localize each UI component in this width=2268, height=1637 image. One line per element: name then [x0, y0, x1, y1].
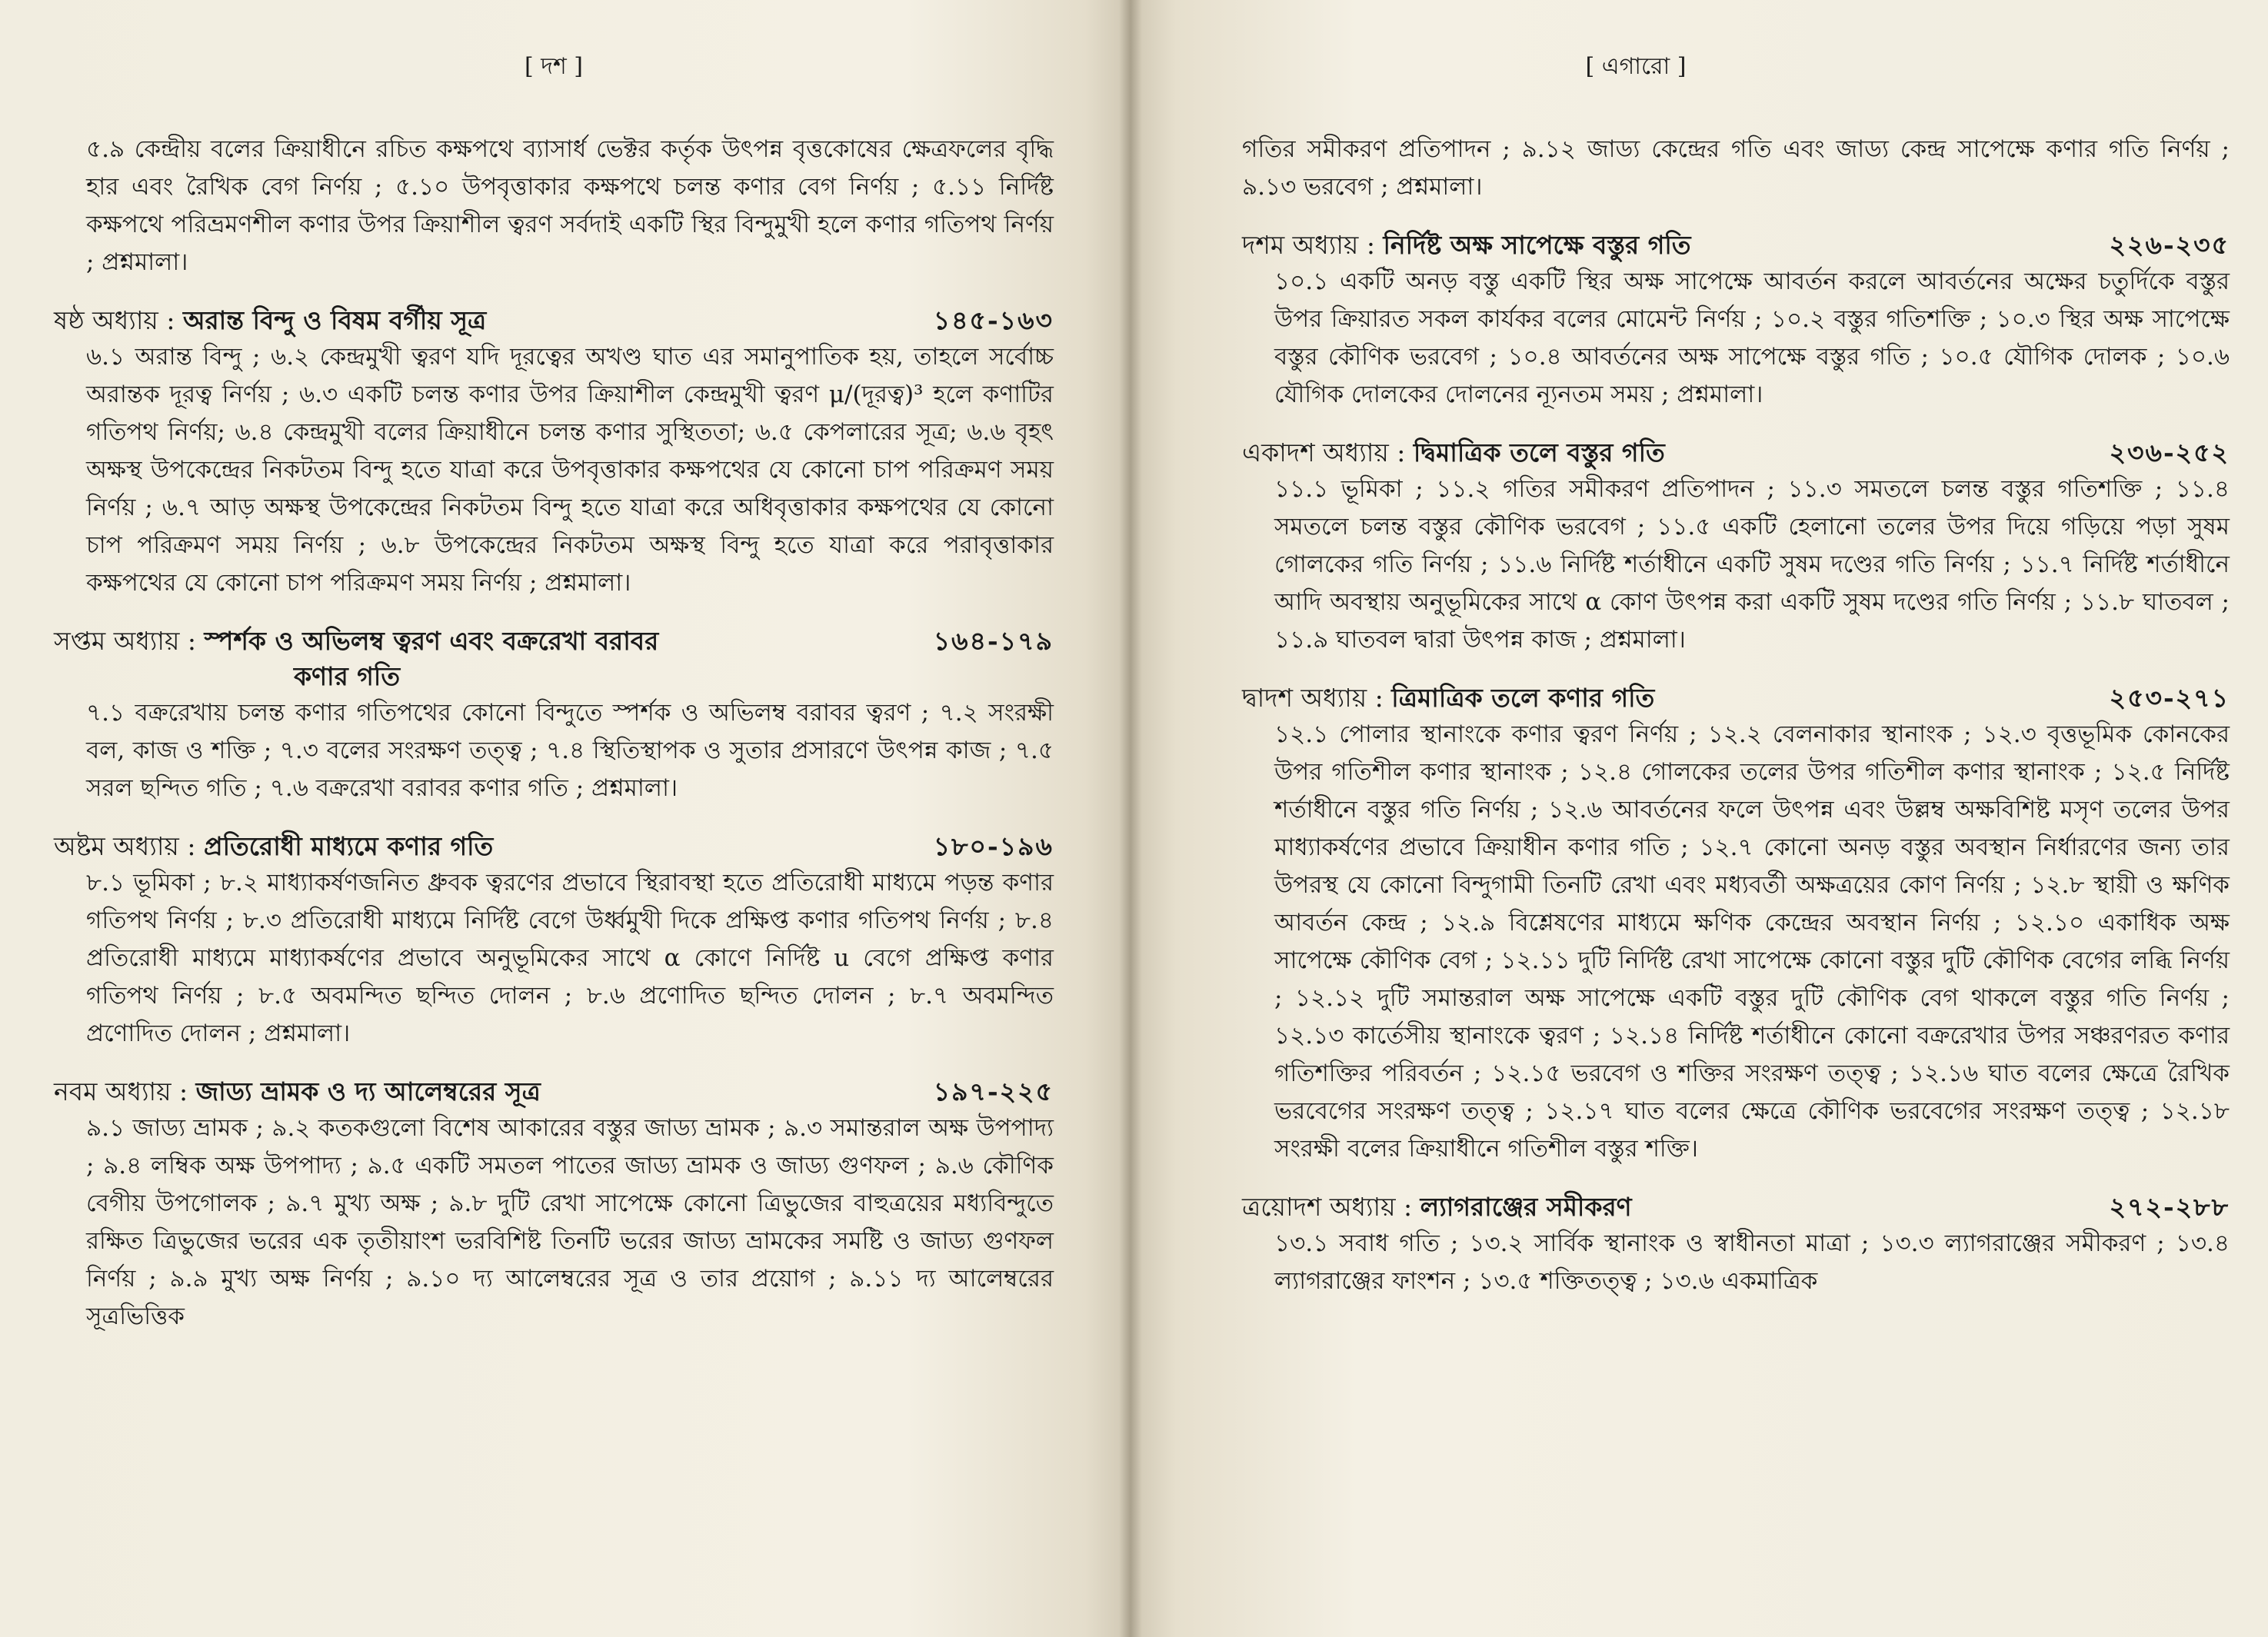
chapter-contents: ৫.৯ কেন্দ্রীয় বলের ক্রিয়াধীনে রচিত কক্ষপথে ব্যাসার্ধ ভেক্টর কর্তৃক উৎপন্ন বৃত্তকোষের ক্ষেত্রফলের বৃদ্ধি হার এবং রৈখিক বেগ নির্ণয় ; ৫.১০ উপবৃত্তাকার কক্ষপথে চলন্ত কণার বেগ নির্ণয় ; ৫.১১ নির্দিষ্ট কক্ষপথে পরিভ্রমণশীল কণার উপর ক্রিয়াশীল ত্বরণ সর্বদাই একটি স্থির বিন্দুমুখী হলে কণার গতিপথ নির্ণয় ; প্রশ্নমালা।	[86, 135, 1054, 276]
chapter-heading	[1242, 228, 2230, 263]
chapter-contents: ৮.১ ভূমিকা ; ৮.২ মাধ্যাকর্ষণজনিত ধ্রুবক ত্বরণের প্রভাবে স্থিরাবস্থা হতে প্রতিরোধী মাধ্যমে পড়ন্ত কণার গতিপথ নির্ণয় ; ৮.৩ প্রতিরোধী মাধ্যমে নির্দিষ্ট বেগে উর্ধ্বমুখী দিকে প্রক্ষিপ্ত কণার গতিপথ নির্ণয় ; ৮.৪ প্রতিরোধী মাধ্যমে মাধ্যাকর্ষণের প্রভাবে অনুভূমিকের সাথে α কোণে নির্দিষ্ট u বেগে প্রক্ষিপ্ত কণার গতিপথ নির্ণয় ; ৮.৫ অবমন্দিত ছন্দিত দোলন ; ৮.৬ প্রণোদিত ছন্দিত দোলন ; ৮.৭ অবমন্দিত প্রণোদিত দোলন ; প্রশ্নমালা।	[86, 869, 1054, 1047]
chapter-heading	[1242, 1189, 2230, 1225]
chapter-title: ত্রিমাত্রিক তলে কণার গতি	[1391, 683, 1655, 713]
chapter-6	[54, 303, 1054, 602]
chapter-label: নবম অধ্যায় :	[54, 1076, 188, 1106]
chapter-page-range: ১৮০-১৯৬	[933, 831, 1054, 861]
chapter-heading	[1242, 680, 2230, 716]
chapter-contents: ৬.১ অরান্ত বিন্দু ; ৬.২ কেন্দ্রমুখী ত্বরণ যদি দূরত্বের অখণ্ড ঘাত এর সমানুপাতিক হয়, তাহলে সর্বোচ্চ অরান্তক দূরত্ব নির্ণয় ; ৬.৩ একটি চলন্ত কণার উপর ক্রিয়াশীল কেন্দ্রমুখী ত্বরণ μ/(দূরত্ব)³ হলে কণাটির গতিপথ নির্ণয়; ৬.৪ কেন্দ্রমুখী বলের ক্রিয়াধীনে চলন্ত কণার সুস্থিততা; ৬.৫ কেপলারের সূত্র; ৬.৬ বৃহৎ অক্ষস্থ উপকেন্দ্রের নিকটতম বিন্দু হতে যাত্রা করে উপবৃত্তাকার কক্ষপথের যে কোনো চাপ পরিক্রমণ সময় নির্ণয় ; ৬.৭ আড় অক্ষস্থ উপকেন্দ্রের নিকটতম বিন্দু হতে যাত্রা করে অধিবৃত্তাকার কক্ষপথের যে কোনো চাপ পরিক্রমণ সময় নির্ণয় ; ৬.৮ উপকেন্দ্রের নিকটতম অক্ষস্থ বিন্দু হতে যাত্রা করে পরাবৃত্তাকার কক্ষপথের যে কোনো চাপ পরিক্রমণ সময় নির্ণয় ; প্রশ্নমালা।	[86, 343, 1054, 597]
chapter-title: দ্বিমাত্রিক তলে বস্তুর গতি	[1413, 438, 1665, 467]
page-number: [ এগারো ]	[1585, 53, 1687, 80]
chapter-11	[1242, 435, 2230, 659]
chapter-contents: ৯.১ জাড্য ভ্রামক ; ৯.২ কতকগুলো বিশেষ আকারের বস্তুর জাড্য ভ্রামক ; ৯.৩ সমান্তরাল অক্ষ উপপাদ্য ; ৯.৪ লম্বিক অক্ষ উপপাদ্য ; ৯.৫ একটি সমতল পাতের জাড্য ভ্রামক ও জাড্য গুণফল ; ৯.৬ কৌণিক বেগীয় উপগোলক ; ৯.৭ মুখ্য অক্ষ ; ৯.৮ দুটি রেখা সাপেক্ষে কোনো ত্রিভুজের বাহুত্রয়ের মধ্যবিন্দুতে রক্ষিত ত্রিভুজের ভরের এক তৃতীয়াংশ ভরবিশিষ্ট তিনটি ভরের জাড্য ভ্রামকের সমষ্টি ও জাড্য গুণফল নির্ণয় ; ৯.৯ মুখ্য অক্ষ নির্ণয় ; ৯.১০ দ্য আলেম্বরের সূত্র ও তার প্রয়োগ ; ৯.১১ দ্য আলেম্বরের সূত্রভিত্তিক	[86, 1114, 1054, 1330]
chapter-heading	[54, 624, 1054, 659]
chapter-continuation	[1242, 131, 2230, 206]
chapter-contents: ৭.১ বক্ররেখায় চলন্ত কণার গতিপথের কোনো বিন্দুতে স্পর্শক ও অভিলম্ব বরাবর ত্বরণ ; ৭.২ সংরক্ষী বল, কাজ ও শক্তি ; ৭.৩ বলের সংরক্ষণ তত্ত্ব ; ৭.৪ স্থিতিস্থাপক ও সুতার প্রসারণে উৎপন্ন কাজ ; ৭.৫ সরল ছন্দিত গতি ; ৭.৬ বক্ররেখা বরাবর কণার গতি ; প্রশ্নমালা।	[86, 699, 1054, 802]
chapter-contents: ১৩.১ সবাধ গতি ; ১৩.২ সার্বিক স্থানাংক ও স্বাধীনতা মাত্রা ; ১৩.৩ ল্যাগরাঞ্জের সমীকরণ ; ১৩.৪ ল্যাগরাঞ্জের ফাংশন ; ১৩.৫ শক্তিতত্ত্ব ; ১৩.৬ একমাত্রিক	[1274, 1229, 2230, 1295]
chapter-label: একাদশ অধ্যায় :	[1242, 438, 1406, 467]
chapter-contents: গতির সমীকরণ প্রতিপাদন ; ৯.১২ জাড্য কেন্দ্রের গতি এবং জাড্য কেন্দ্র সাপেক্ষে কণার গতি নির্ণয় ; ৯.১৩ ভরবেগ ; প্রশ্নমালা।	[1242, 135, 2230, 201]
chapter-9	[54, 1074, 1054, 1336]
chapter-continuation	[54, 131, 1054, 281]
chapter-label: ত্রয়োদশ অধ্যায় :	[1242, 1192, 1413, 1222]
chapter-title: নির্দিষ্ট অক্ষ সাপেক্ষে বস্তুর গতি	[1383, 230, 1691, 260]
chapter-contents: ১১.১ ভূমিকা ; ১১.২ গতির সমীকরণ প্রতিপাদন ; ১১.৩ সমতলে চলন্ত বস্তুর গতিশক্তি ; ১১.৪ সমতলে চলন্ত বস্তুর কৌণিক ভরবেগ ; ১১.৫ একটি হেলানো তলের উপর দিয়ে গড়িয়ে পড়া সুষম গোলকের গতি নির্ণয় ; ১১.৬ নির্দিষ্ট শর্তাধীনে একটি সুষম দণ্ডের গতি নির্ণয় ; ১১.৭ নির্দিষ্ট শর্তাধীনে আদি অবস্থায় অনুভূমিকের সাথে α কোণ উৎপন্ন করা একটি সুষম দণ্ডের গতি নির্ণয় ; ১১.৮ ঘাতবল ; ১১.৯ ঘাতবল দ্বারা উৎপন্ন কাজ ; প্রশ্নমালা।	[1274, 475, 2230, 654]
chapter-page-range: ২৫৩-২৭১	[2109, 683, 2230, 713]
chapter-page-range: ১৬৪-১৭৯	[933, 626, 1054, 656]
chapter-contents: ১২.১ পোলার স্থানাংকে কণার ত্বরণ নির্ণয় ; ১২.২ বেলনাকার স্থানাংক ; ১২.৩ বৃত্তভূমিক কোনকের উপর গতিশীল কণার স্থানাংক ; ১২.৪ গোলকের তলের উপর গতিশীল কণার স্থানাংক ; ১২.৫ নির্দিষ্ট শর্তাধীনে বস্তুর গতি নির্ণয় ; ১২.৬ আবর্তনের ফলে উৎপন্ন এবং উল্লম্ব অক্ষবিশিষ্ট মসৃণ তলের উপর মাধ্যাকর্ষণের প্রভাবে ক্রিয়াধীন কণার গতি ; ১২.৭ কোনো অনড় বস্তুর অবস্থান নির্ধারণের জন্য তার উপরস্থ যে কোনো বিন্দুগামী তিনটি রেখা এবং মধ্যবর্তী অক্ষত্রয়ের কোণ নির্ণয় ; ১২.৮ স্থায়ী ও ক্ষণিক আবর্তন কেন্দ্র ; ১২.৯ বিশ্লেষণের মাধ্যমে ক্ষণিক কেন্দ্রের অবস্থান নির্ণয় ; ১২.১০ একাধিক অক্ষ সাপেক্ষে কৌণিক বেগ ; ১২.১১ দুটি নির্দিষ্ট রেখা সাপেক্ষে কোনো বস্তুর দুটি কৌণিক বেগের লব্ধি নির্ণয় ; ১২.১২ দুটি সমান্তরাল অক্ষ সাপেক্ষে একটি বস্তুর দুটি কৌণিক বেগ থাকলে বস্তুর গতি নির্ণয় ; ১২.১৩ কার্তেসীয় স্থানাংকে ত্বরণ ; ১২.১৪ নির্দিষ্ট শর্তাধীনে কোনো বক্ররেখার উপর সঞ্চরণরত কণার গতিশক্তির পরিবর্তন ; ১২.১৫ ভরবেগ ও শক্তির সংরক্ষণ তত্ত্ব ; ১২.১৬ ঘাত বলের ক্ষেত্রে রৈখিক ভরবেগের সংরক্ষণ তত্ত্ব ; ১২.১৭ ঘাত বলের ক্ষেত্রে কৌণিক ভরবেগের সংরক্ষণ তত্ত্ব ; ১২.১৮ সংরক্ষী বলের ক্রিয়াধীনে গতিশীল বস্তুর শক্তি।	[1274, 720, 2230, 1163]
page-number: [ দশ ]	[525, 53, 583, 80]
chapter-page-range: ১৪৫-১৬৩	[933, 305, 1054, 335]
chapter-label: অষ্টম অধ্যায় :	[54, 831, 196, 861]
chapter-page-range: ২২৬-২৩৫	[2109, 230, 2230, 260]
chapter-8	[54, 829, 1054, 1053]
chapter-heading	[1242, 435, 2230, 471]
chapter-label: দ্বাদশ অধ্যায় :	[1242, 683, 1384, 713]
chapter-title-continued: কণার গতি	[294, 661, 401, 691]
chapter-title: প্রতিরোধী মাধ্যমে কণার গতি	[203, 831, 494, 861]
left-page	[0, 0, 1131, 1637]
chapter-title: জাড্য ভ্রামক ও দ্য আলেম্বরের সূত্র	[195, 1076, 541, 1106]
chapter-title: স্পর্শক ও অভিলম্ব ত্বরণ এবং বক্ররেখা বরাবর	[204, 626, 659, 656]
chapter-heading	[54, 303, 1054, 338]
chapter-page-range: ১৯৭-২২৫	[933, 1076, 1054, 1106]
right-page	[1131, 0, 2268, 1637]
chapter-12	[1242, 680, 2230, 1168]
chapter-13	[1242, 1189, 2230, 1300]
chapter-page-range: ২৩৬-২৫২	[2109, 438, 2230, 467]
chapter-title: অরান্ত বিন্দু ও বিষম বর্গীয় সূত্র	[182, 305, 487, 335]
chapter-title: ল্যাগরাঞ্জের সমীকরণ	[1420, 1192, 1632, 1222]
chapter-label: সপ্তম অধ্যায় :	[54, 626, 196, 656]
chapter-contents: ১০.১ একটি অনড় বস্তু একটি স্থির অক্ষ সাপেক্ষে আবর্তন করলে আবর্তনের অক্ষের চতুর্দিকে বস্তুর উপর ক্রিয়ারত সকল কার্যকর বলের মোমেন্ট নির্ণয় ; ১০.২ বস্তুর গতিশক্তি ; ১০.৩ স্থির অক্ষ সাপেক্ষে বস্তুর কৌণিক ভরবেগ ; ১০.৪ আবর্তনের অক্ষ সাপেক্ষে বস্তুর গতি ; ১০.৫ যৌগিক দোলক ; ১০.৬ যৌগিক দোলকের দোলনের ন্যূনতম সময় ; প্রশ্নমালা।	[1274, 268, 2230, 408]
chapter-heading	[54, 829, 1054, 864]
chapter-7	[54, 624, 1054, 807]
chapter-heading	[54, 1074, 1054, 1110]
chapter-page-range: ২৭২-২৮৮	[2109, 1192, 2230, 1222]
chapter-10	[1242, 228, 2230, 414]
chapter-label: ষষ্ঠ অধ্যায় :	[54, 305, 175, 335]
chapter-label: দশম অধ্যায় :	[1242, 230, 1375, 260]
